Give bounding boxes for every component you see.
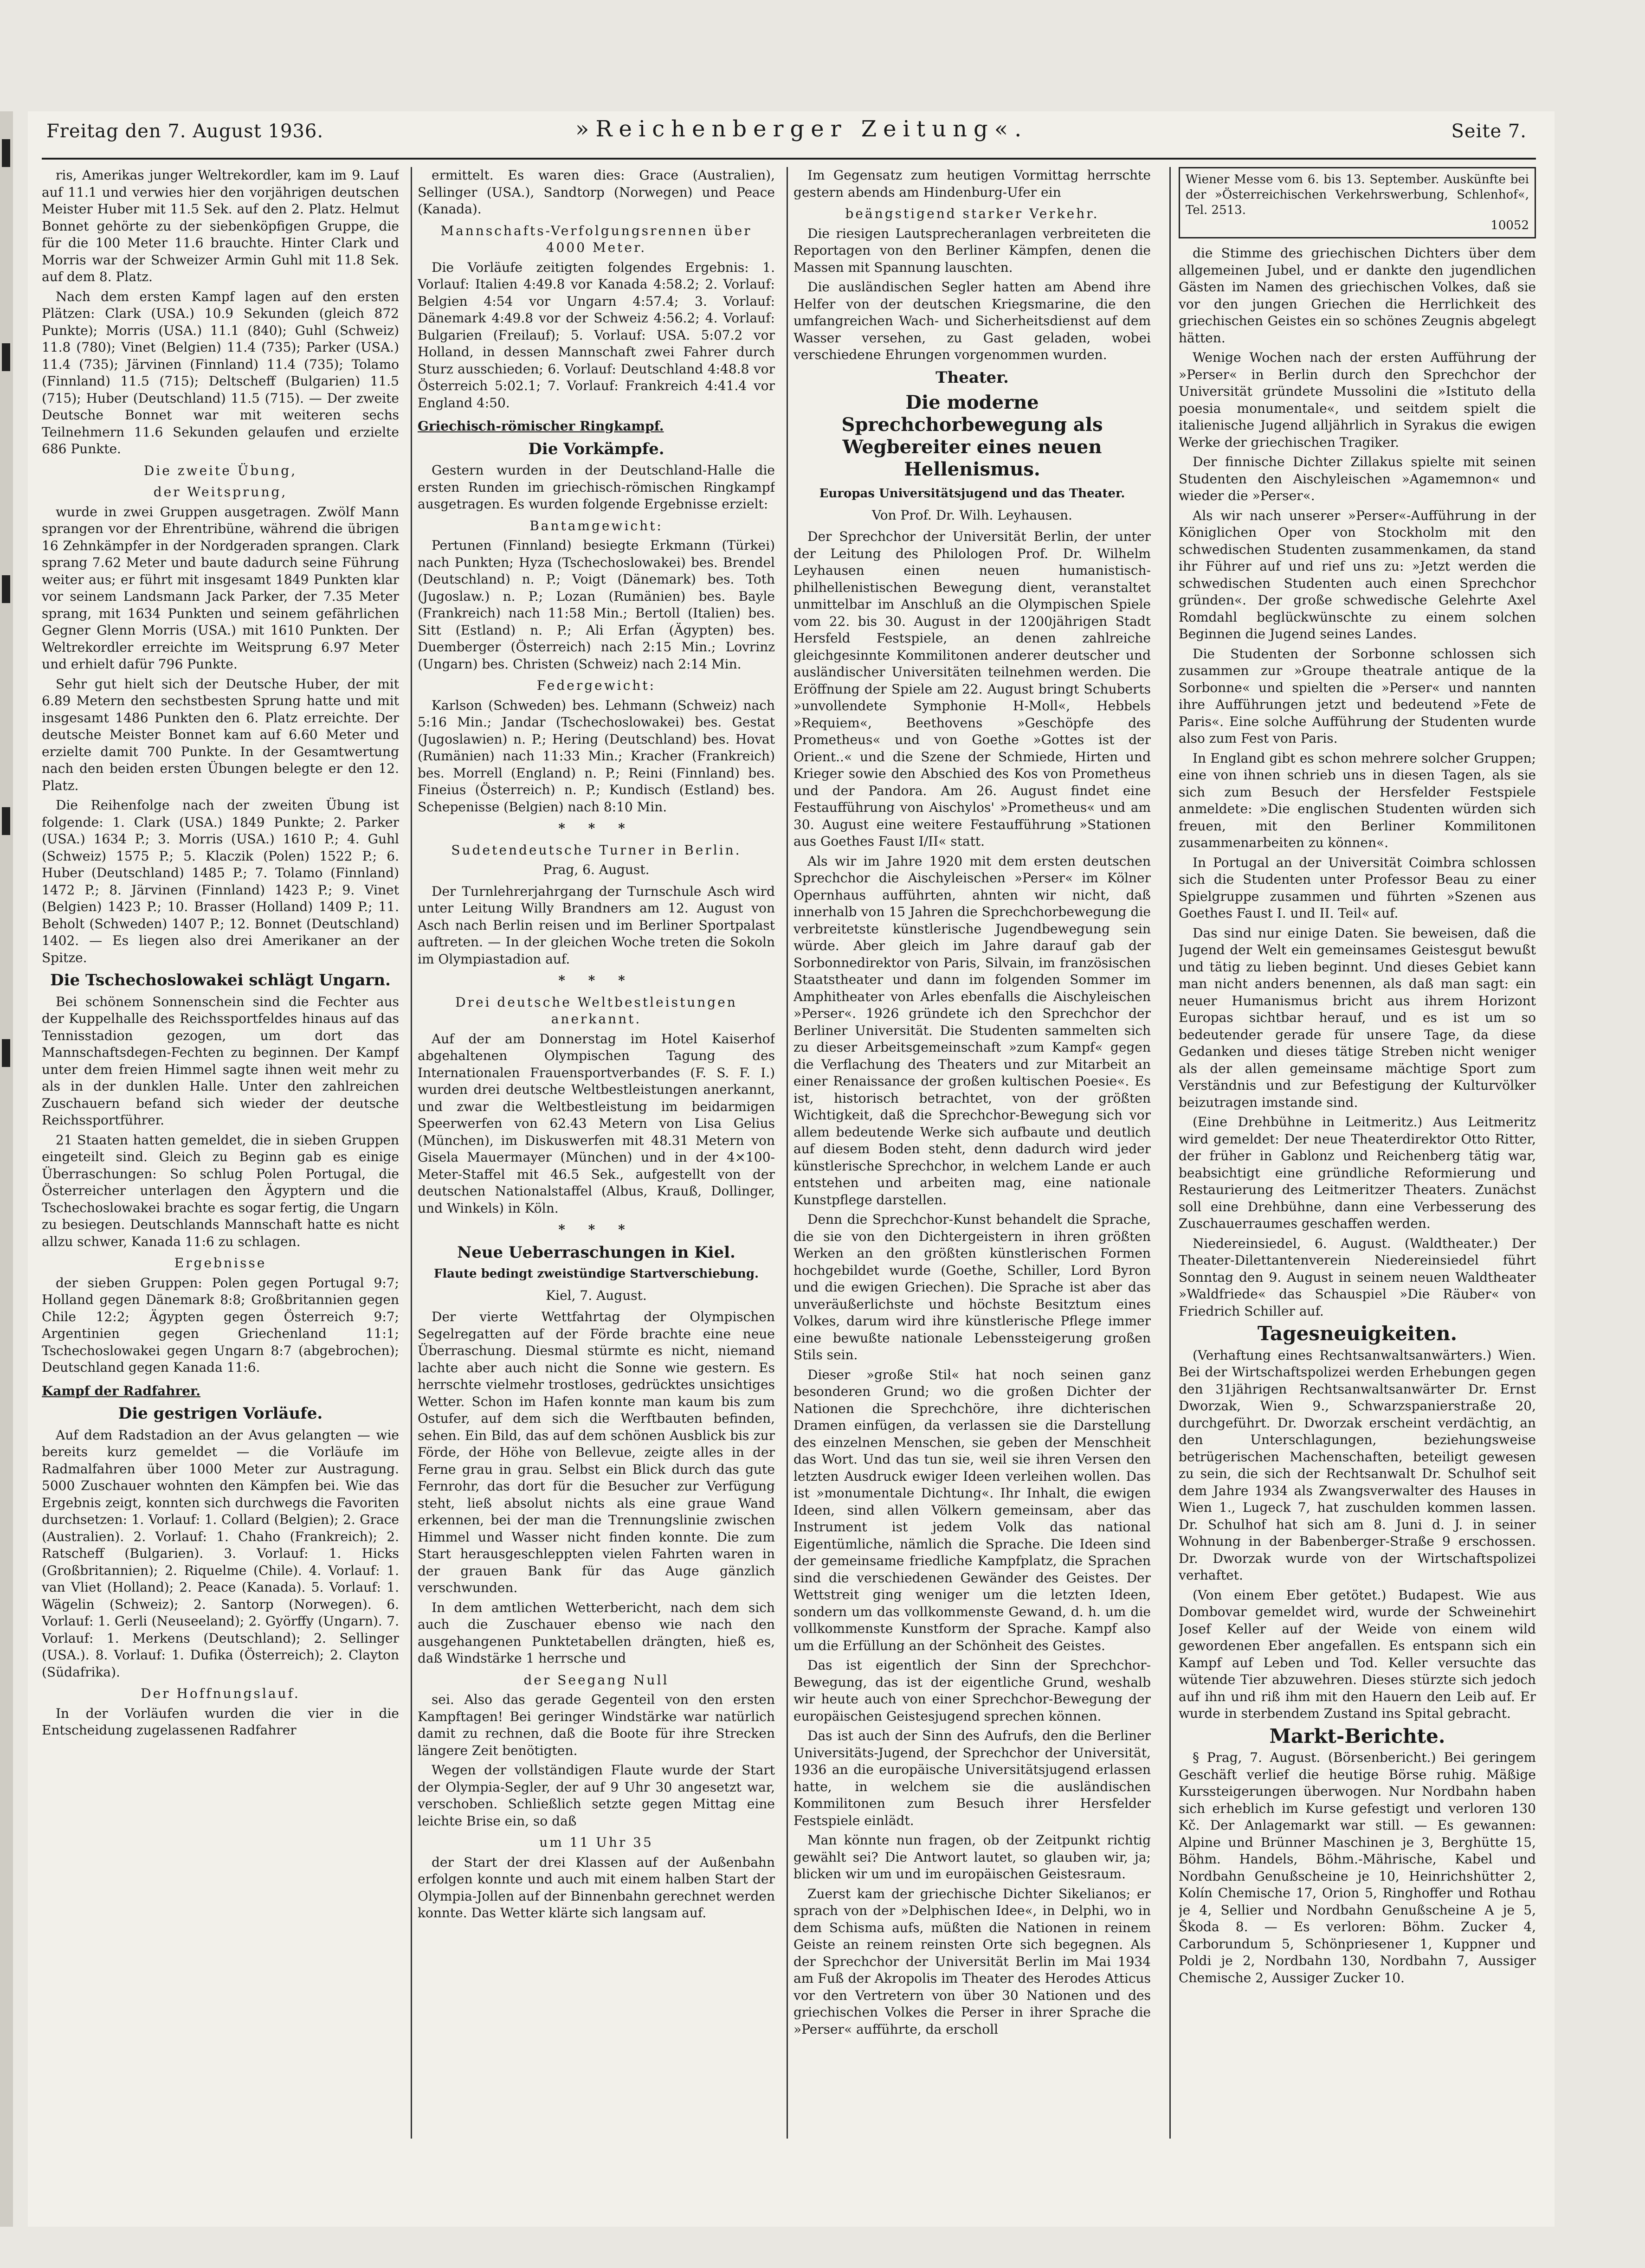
paragraph: (Von einem Eber getötet.) Budapest. Wie aus Dombovar gemeldet wird, wurde der Schweinehirt Josef Keller auf der Weide von einem wild gewordenen Eber angefallen. Es entspann sich ein Kampf auf Leben und Tod. Keller versuchte das wütende Tier abzuwehren. Dieses stürzte sich jedoch auf ihn und riß ihm mit den Hauern den Leib auf. Er wurde in sterbendem Zustand ins Spital gebracht. [1179, 1587, 1536, 1721]
separator-stars: * * * [558, 1222, 634, 1237]
paragraph: Die riesigen Lautsprecheranlagen verbreiteten die Reportagen von den Berliner Kämpfen, denen die Massen mit Spannung lauschten. [793, 225, 1151, 275]
paragraph: Man könnte nun fragen, ob der Zeitpunkt richtig gewählt sei? Die Antwort lautet, so glauben wir, ja; blicken wir um und im europäischen Geistesraum. [793, 1832, 1151, 1882]
column-3 [793, 167, 1151, 2139]
paragraph: Das sind nur einige Daten. Sie beweisen, daß die Jugend der Welt ein gemeinsames Geistesgut bewußt und tätig zu lieben beginnt. Und dieses Gebiet kann man nicht anders benennen, als daß man sagt: ein neuer Humanismus bricht aus ihrem Horizont Europas sichtbar herauf, und es ist um so bedeutender gerade für unsere Tage, da diese Gedanken und dieses tätige Streben nicht weniger als der allen gemeinsame mächtige Sport zum Verständnis und zur Befestigung der Kulturvölker beizutragen imstande sind. [1179, 925, 1536, 1110]
paragraph: wurde in zwei Gruppen ausgetragen. Zwölf Mann sprangen vor der Ehrentribüne, während die übrigen 16 Zehnkämpfer in der Nordgeraden sprangen. Clark sprang 7.62 Meter und baute dadurch seine Führung weiter aus; er führt mit insgesamt 1849 Punkten klar vor seinem Landsmann Jack Parker, der 7.35 Meter sprang, mit 1634 Punkten und seinem gefährlichen Gegner Glenn Morris (USA.) mit 1610 Punkten. Der Weltrekordler erreichte im Weitsprung 6.97 Meter und erhielt dafür 796 Punkte. [42, 504, 399, 672]
paragraph: In dem amtlichen Wetterbericht, nach dem sich auch die Zuschauer ebenso wie nach den ausgehangenen Punktetabellen drängten, hieß es, daß Windstärke 1 herrsche und [418, 1600, 775, 1666]
headline: Die Vorkämpfe. [528, 439, 664, 458]
paragraph: ris, Amerikas junger Weltrekordler, kam im 9. Lauf auf 11.1 und verwies hier den vorjährigen deutschen Meister Huber mit 11.5 Sek. auf den 2. Platz. Helmut Bonnet gehörte zu der siebenköpfigen Gruppe, die für die 100 Meter 11.6 brauchte. Hinter Clark und Morris war der Schweizer Armin Guhl mit 11.8 Sek. auf dem 8. Platz. [42, 167, 399, 284]
subheading: um 11 Uhr 35 [539, 1835, 653, 1850]
binding-edge [0, 111, 13, 2227]
paragraph: Das ist auch der Sinn des Aufrufs, den die Berliner Universitäts-Jugend, der Sprechchor der Universität, 1936 an die europäische Universitätsjugend erlassen hatte, in welchem sie die ausländischen Kommilitonen zum Besuch ihrer Hersfelder Festspiele einlädt. [793, 1728, 1151, 1828]
section-label: Kampf der Radfahrer. [42, 1383, 201, 1399]
column-4 [1179, 167, 1536, 2139]
separator-stars: * * * [558, 973, 634, 988]
subheading: Sudetendeutsche Turner in Berlin. [451, 842, 742, 858]
headline: Die Tschechoslowakei schlägt Ungarn. [50, 971, 391, 989]
paragraph: Niedereinsiedel, 6. August. (Waldtheater.) Der Theater-Dilettantenverein Niedereinsiedel führt Sonntag den 9. August in seinem neuen Waldtheater »Waldfriede« das Schauspiel »Die Räuber« von Friedrich Schiller auf. [1179, 1235, 1536, 1319]
paragraph: Auf der am Donnerstag im Hotel Kaiserhof abgehaltenen Olympischen Tagung des Internationalen Frauensportverbandes (F. S. F. I.) wurden drei deutsche Weltbestleistungen anerkannt, und zwar die Weltbestleistung im beidarmigen Speerwerfen von 62.43 Metern von Lisa Gelius (München), im Diskuswerfen mit 48.31 Metern von Gisela Mauermayer (München) und in der 4×100-Meter-Staffel mit 46.5 Sek., aufgestellt von der deutschen Nationalstaffel (Albus, Krauß, Dollinger, und Winkels) in Köln. [418, 1031, 775, 1216]
paragraph: (Eine Drehbühne in Leitmeritz.) Aus Leitmeritz wird gemeldet: Der neue Theaterdirektor Otto Ritter, der früher in Gablonz und Reichenberg tätig war, beabsichtigt eine gründliche Reformierung und Restaurierung des Leitmeritzer Theaters. Zunächst soll eine Drehbühne, dann eine Verbesserung des Zuschauerraumes geschaffen werden. [1179, 1114, 1536, 1231]
paragraph: § Prag, 7. August. (Börsenbericht.) Bei geringem Geschäft verlief die heutige Börse ruhig. Mäßige Kurssteigerungen überwogen. Nur Nordbahn haben sich erheblich im Kurse gefestigt und verloren 130 Kč. Der Anlagemarkt war still. — Es gewannen: Alpine und Brünner Maschinen je 3, Berghütte 15, Böhm. Handels, Böhm.-Mährische, Kabel und Nordbahn Genußscheine je 10, Heinrichshütter 2, Kolín Chemische 17, Orion 5, Ringhoffer und Rothau je 4, Sellier und Nordbahn Genußscheine A je 5, Škoda 8. — Es verloren: Böhm. Zucker 4, Carborundum 5, Schönpriesener 1, Kuppner und Poldi je 2, Nordbahn 130, Nordbahn 7, Aussiger Chemische 2, Aussiger Zucker 10. [1179, 1750, 1536, 1985]
binding-mark [2, 343, 10, 371]
header-paper-title: »Reichenberger Zeitung«. [575, 116, 1028, 142]
paragraph: Die Reihenfolge nach der zweiten Übung ist folgende: 1. Clark (USA.) 1849 Punkte; 2. Parker (USA.) 1634 P.; 3. Morris (USA.) 1610 P.; 4. Guhl (Schweiz) 1575 P.; 5. Klaczik (Polen) 1522 P.; 6. Huber (Deutschland) 1485 P.; 7. Tolamo (Finnland) 1472 P.; 8. Järvinen (Finnland) 1423 P.; 9. Vinet (Belgien) 1423 P.; 10. Brasser (Holland) 1409 P.; 11. Beholt (Schweden) 1407 P.; 12. Bonnet (Deutschland) 1402. — Es liegen also drei Amerikaner an der Spitze. [42, 797, 399, 965]
paragraph: (Verhaftung eines Rechtsanwaltsanwärters.) Wien. Bei der Wirtschaftspolizei werden Erhebungen gegen den 31jährigen Rechtsanwaltsanwärter Dr. Ernst Dworzak, Wien 9., Schwarzspanierstraße 20, durchgeführt. Dr. Dworzak erscheint verdächtig, an den Unterschlagungen, beziehungsweise betrügerischen Machenschaften, beteiligt gewesen zu sein, die sich der Rechtsanwalt Dr. Schulhof seit dem Jahre 1934 als Zwangsverwalter des Hauses in Wien 1., Lugeck 7, hat zuschulden kommen lassen. Dr. Schulhof hat sich am 8. Juni d. J. in seiner Wohnung in der Babenberger-Straße 9 erschossen. Dr. Dworzak wurde von der Wirtschaftspolizei verhaftet. [1179, 1347, 1536, 1583]
subheading: Der Hoffnungslauf. [141, 1686, 300, 1701]
paragraph: der Start der drei Klassen auf der Außenbahn erfolgen konnte und auch mit einem halben Start der Olympia-Jollen auf der Binnenbahn gerechnet werden konnte. Das Wetter klärte sich langsam auf. [418, 1854, 775, 1921]
paragraph: 21 Staaten hatten gemeldet, die in sieben Gruppen eingeteilt sind. Gleich zu Beginn gab es einige Überraschungen: So schlug Polen Portugal, die Österreicher unterlagen den Ägyptern und die Tschechoslowakei brachte es sogar fertig, die Ungarn zu besiegen. Deutschlands Mannschaft hatte es nicht allzu schwer, Kanada 11:6 zu schlagen. [42, 1132, 399, 1249]
paragraph: Denn die Sprechchor-Kunst behandelt die Sprache, die sie von den Dichtergeistern in ihren größten Werken an den größten künstlerischen Formen hochgebildet wurde (Goethe, Schiller, Lord Byron und die ewigen Griechen). Die Sprache ist aber das unveräußerlichste und höchste Besitztum eines Volkes, darum wird ihre künstlerische Pflege immer eine bewußte nationale Lebenssteigerung großen Stils sein. [793, 1212, 1151, 1362]
paragraph: die Stimme des griechischen Dichters über dem allgemeinen Jubel, und er dankte den jugendlichen Gästen im Namen des griechischen Volkes, daß sie vor den jungen Griechen die Herrlichkeit des griechischen Geistes ein so schönes Zeugnis abgelegt hätten. [1179, 245, 1536, 346]
subheading: Mannschafts-Verfolgungsrennen über 4000 Meter. [440, 223, 752, 255]
subheading: Drei deutsche Weltbestleistungen anerkannt. [455, 994, 737, 1027]
subheading: Die zweite Übung, [143, 463, 297, 478]
paragraph: Als wir im Jahre 1920 mit dem ersten deutschen Sprechchor die Aischyleischen »Perser« im Kölner Opernhaus aufführten, ahnten wir nicht, daß innerhalb von 15 Jahren die Sprechchorbewegung die verbreitetste künstlerische Jugendbewegung sein würde. Aber gleich im Jahre darauf gab der Sorbonnedirektor von Paris, Silvain, im französischen Staatstheater und dann im folgenden Sommer im Amphitheater von Arles ebenfalls die Aischyleischen »Perser«. 1926 gründete ich den Sprechchor der Berliner Universität. Die Studenten sammelten sich zu dieser Arbeitsgemeinschaft »zum Kampf« gegen die Verflachung des Theaters und zur Mitarbeit an einer Renaissance der großen kultischen Poesie«. Es ist, historisch betrachtet, von der größten Wichtigkeit, daß die Sprechchor-Bewegung sich vor allem bedeutende Werke sich aufbaute und deutlich auf diesem Boden steht, denn dadurch wird jeder künstlerische Sprechchor, in welchem Lande er auch entstehen und arbeiten mag, eine nationale Kunstpflege darstellen. [793, 853, 1151, 1208]
paragraph: ermittelt. Es waren dies: Grace (Australien), Sellinger (USA.), Sandtorp (Norwegen) und Peace (Kanada). [418, 167, 775, 217]
paragraph: In der Vorläufen wurden die vier in die Entscheidung zugelassenen Radfahrer [42, 1705, 399, 1738]
paragraph: Der Turnlehrerjahrgang der Turnschule Asch wird unter Leitung Willy Brandners am 12. August von Asch nach Berlin reisen und im Berliner Sportpalast auftreten. — In der gleichen Woche treten die Sokoln im Olympiastadion auf. [418, 883, 775, 967]
paragraph: Als wir nach unserer »Perser«-Aufführung in der Königlichen Oper von Stockholm mit den schwedischen Studenten zusammenkamen, da stand ihr Führer auf und rief uns zu: »Jetzt werden die schwedischen Studenten auch einen Sprechchor gründen«. Der große schwedische Gelehrte Axel Romdahl beglückwünschte zu einem solchen Beginnen die Jugend seines Landes. [1179, 508, 1536, 642]
column-divider [1169, 167, 1171, 2139]
paragraph: Im Gegensatz zum heutigen Vormittag herrschte gestern abends am Hindenburg-Ufer ein [793, 167, 1151, 200]
paragraph: Die Vorläufe zeitigten folgendes Ergebnis: 1. Vorlauf: Italien 4:49.8 vor Kanada 4:58.2; 2. Vorlauf: Belgien 4:54 vor Ungarn 4:57.4; 3. Vorlauf: Dänemark 4:49.8 vor der Schweiz 4:56.2; 4. Vorlauf: Bulgarien (Freilauf); 5. Vorlauf: USA. 5:07.2 vor Holland, in dessen Mannschaft zwei Fahrer durch Sturz ausschieden; 6. Vorlauf: Deutschland 4:48.8 vor Österreich 5:02.1; 7. Vorlauf: Frankreich 4:41.4 vor England 4:50. [418, 259, 775, 411]
paragraph: Das ist eigentlich der Sinn der Sprechchor-Bewegung, das ist der eigentliche Grund, weshalb wir heute auch von einer Sprechchor-Bewegung der europäischen Geistesjugend sprechen können. [793, 1658, 1151, 1724]
paragraph: Die ausländischen Segler hatten am Abend ihre Helfer von der deutschen Kriegsmarine, die den umfangreichen Wach- und Sicherheitsdienst auf dem Wasser versehen, zu Gast geladen, wobei verschiedene Ehrungen vorgenommen wurden. [793, 279, 1151, 362]
subheadline: Flaute bedingt zweistündige Startverschiebung. [433, 1267, 759, 1281]
binding-mark [2, 807, 10, 835]
subheading: beängstigend starker Verkehr. [845, 206, 1099, 221]
paragraph: Wegen der vollständigen Flaute wurde der Start der Olympia-Segler, der auf 9 Uhr 30 angesetzt war, verschoben. Schließlich setzte gegen Mittag eine leichte Brise ein, so daß [418, 1762, 775, 1829]
page-header [28, 116, 1541, 153]
paragraph: Gestern wurden in der Deutschland-Halle die ersten Runden im griechisch-römischen Ringkampf ausgetragen. Es wurden folgende Ergebnisse erzielt: [418, 463, 775, 512]
subheading: der Seegang Null [523, 1672, 669, 1688]
paragraph: Pertunen (Finnland) besiegte Erkmann (Türkei) nach Punkten; Hyza (Tschechoslowakei) bes. Brendel (Deutschland) n. P.; Voigt (Dänemark) bes. Toth (Jugoslaw.) n. P.; Lozan (Rumänien) bes. Bayle (Frankreich) nach 11:58 Min.; Bertoll (Italien) bes. Sitt (Estland) n. P.; Ali Erfan (Ägypten) bes. Duemberger (Österreich) nach 2:15 Min.; Lovrinz (Ungarn) bes. Christen (Schweiz) nach 2:14 Min. [418, 538, 775, 672]
header-rule [42, 158, 1536, 160]
section-heading: Tagesneuigkeiten. [1257, 1322, 1458, 1345]
dateline: Kiel, 7. August. [546, 1287, 647, 1303]
advertisement-text: Wiener Messe vom 6. bis 13. September. Auskünfte bei der »Österreichischen Verkehrswerbung, Schlenhof«, Tel. 2513. [1186, 173, 1529, 217]
paragraph: Dieser »große Stil« hat noch seinen ganz besonderen Grund; wo die großen Dichter der Nationen die Sprechchöre, ihre dichterischen Dramen einfügen, da verlassen sie die Darstellung des einzelnen Menschen, sie geben der Menschheit das Wort. Und das tun sie, weil sie ihren Versen den letzten Ausdruck ewiger Ideen verleihen wollen. Das ist »monumentale Dichtung«. Ihr Inhalt, die ewigen Ideen, sind allen Völkern gemeinsam, aber das Instrument ist jedem Volk das national Eigentümliche, nämlich die Sprache. Die Ideen sind der gemeinsame friedliche Kampfplatz, die Sprachen sind die verschiedenen Gewänder des Geistes. Der Wettstreit ging weniger um die letzten Ideen, sondern um das vollkommenste Gewand, d. h. um die vollkommenste Kunstform der Sprache. Kampf also um die Erfüllung an der Schönheit des Geistes. [793, 1367, 1151, 1653]
header-date: Freitag den 7. August 1936. [46, 121, 324, 142]
header-page-number: Seite 7. [1451, 121, 1527, 142]
paragraph: Zuerst kam der griechische Dichter Sikelianos; er sprach von der »Delphischen Idee«, in Delphi, wo in dem Schisma aufs, müßten die Nationen in reinem Geiste an reinem reinsten Orte sich begegnen. Als der Sprechchor der Universität Berlin im Mai 1934 am Fuß der Akropolis im Theater des Herodes Atticus vor den Vertretern von über 30 Nationen und des griechischen Volkes die Perser in ihrer Sprache die »Perser« aufführte, da erscholl [793, 1886, 1151, 2037]
paragraph: Der finnische Dichter Zillakus spielte mit seinen Studenten den Aischyleischen »Agamemnon« und wieder die »Perser«. [1179, 454, 1536, 503]
paragraph: Sehr gut hielt sich der Deutsche Huber, der mit 6.89 Metern den sechstbesten Sprung hatte und mit insgesamt 1486 Punkten den 6. Platz erreichte. Der deutsche Meister Bonnet kam auf 6.60 Meter und erzielte damit 700 Punkte. In der Gesamtwertung nach den beiden ersten Übungen belegte er den 12. Platz. [42, 676, 399, 793]
subheading: der Weitsprung, [153, 484, 288, 500]
paragraph: Bei schönem Sonnenschein sind die Fechter aus der Kuppelhalle des Reichssportfeldes hinaus auf das Tennisstadion gezogen, um dort das Mannschaftsdegen-Fechten zu beginnen. Der Kampf unter dem freien Himmel sagte ihnen weit mehr zu als in der dunklen Halle. Unter den zahlreichen Zuschauern befand sich wieder der deutsche Reichssportführer. [42, 994, 399, 1128]
paragraph: sei. Also das gerade Gegenteil von den ersten Kampftagen! Bei geringer Windstärke war natürlich damit zu rechnen, daß die Boote für ihre Strecken längere Zeit benötigten. [418, 1692, 775, 1758]
section-label: Griechisch-römischer Ringkampf. [418, 418, 664, 434]
separator-stars: * * * [558, 821, 634, 836]
paragraph: Nach dem ersten Kampf lagen auf den ersten Plätzen: Clark (USA.) 10.9 Sekunden (gleich 872 Punkte); Morris (USA.) 11.1 (840); Guhl (Schweiz) 11.8 (780); Vinet (Belgien) 11.4 (735); Parker (USA.) 11.4 (735); Järvinen (Finnland) 11.4 (735); Tolamo (Finnland) 11.5 (715); Deltscheff (Bulgarien) 11.5 (715); Huber (Deutschland) 11.5 (715). — Der zweite Deutsche Bonnet war mit weiteren sechs Teilnehmern 11.6 Sekunden gelaufen und erzielte 686 Punkte. [42, 289, 399, 456]
binding-mark [2, 1039, 10, 1067]
headline: Die moderne Sprechchorbewegung als Wegbereiter eines neuen Hellenismus. [841, 392, 1103, 480]
headline: Neue Ueberraschungen in Kiel. [457, 1243, 735, 1262]
column-divider [411, 167, 412, 2139]
section-heading: Theater. [935, 368, 1009, 387]
paragraph: In England gibt es schon mehrere solcher Gruppen; eine von ihnen schrieb uns in diesen Tagen, als sie sich zum Besuch der Hersfelder Festspiele anmeldete: »Die englischen Studenten würden sich freuen, mit den Berliner Kommilitonen zusammenarbeiten zu können«. [1179, 750, 1536, 850]
binding-mark [2, 575, 10, 603]
column-1 [42, 167, 399, 2139]
paragraph: In Portugal an der Universität Coimbra schlossen sich die Studenten unter Professor Beau zu einer Spielgruppe zusammen und führten »Szenen aus Goethes Faust I. und II. Teil« auf. [1179, 855, 1536, 921]
headline: Die gestrigen Vorläufe. [118, 1404, 323, 1423]
subheading: Ergebnisse [174, 1255, 267, 1271]
paragraph: Der vierte Wettfahrtag der Olympischen Segelregatten auf der Förde brachte eine neue Überraschung. Diesmal stürmte es nicht, niemand lachte aber auch nicht die Sonne wie gestern. Es herrschte vielmehr trostloses, gedrücktes unsichtiges Wetter. Schon im Hafen konnte man kaum bis zum Ostufer, auf dem sich die Werftbauten befinden, sehen. Ein Bild, das auf dem schönen Ausblick bis zur Förde, der Höhe von Bellevue, zeigte alles in der Ferne grau in grau. Selbst ein Blick durch das gute Fernrohr, das dort für die Besucher zur Verfügung steht, ließ absolut nichts als eine graue Wand erkennen, bei der man die Trennungslinie zwischen Himmel und Wasser nicht finden konnte. Die zum Start herausgeschleppten vielen Fahrten waren in der grauen Bank für das Auge gänzlich verschwunden. [418, 1309, 775, 1595]
advertisement-number: 10052 [1490, 218, 1529, 232]
subheading: Federgewicht: [536, 678, 656, 693]
subheading: Bantamgewicht: [529, 518, 663, 533]
paragraph: Wenige Wochen nach der ersten Aufführung der »Perser« in Berlin durch den Sprechchor der Universität gründete Mussolini die »Istituto della poesia monumentale«, und seitdem spielt die italienische Jugend alljährlich in Syrakus die ewigen Werke der griechischen Tragiker. [1179, 350, 1536, 450]
column-2 [418, 167, 775, 2139]
section-heading: Markt-Berichte. [1269, 1724, 1445, 1748]
byline: Von Prof. Dr. Wilh. Leyhausen. [872, 507, 1072, 523]
paragraph: Karlson (Schweden) bes. Lehmann (Schweiz) nach 5:16 Min.; Jandar (Tschechoslowakei) bes. Gestat (Jugoslawien) n. P.; Hering (Deutschland) bes. Hovat (Rumänien) nach 11:33 Min.; Kracher (Frankreich) bes. Morrell (England) n. P.; Reini (Finnland) bes. Fineius (Österreich) n. P.; Kundisch (Estland) bes. Schepenisse (Belgien) nach 8:10 Min. [418, 697, 775, 815]
paragraph: der sieben Gruppen: Polen gegen Portugal 9:7; Holland gegen Dänemark 8:8; Großbritannien gegen Chile 12:2; Ägypten gegen Österreich 9:7; Argentinien gegen Griechenland 11:1; Tschechoslowakei gegen Ungarn 8:7 (abgebrochen); Deutschland gegen Kanada 11:6. [42, 1275, 399, 1375]
paragraph: Der Sprechchor der Universität Berlin, der unter der Leitung des Philologen Prof. Dr. Wilhelm Leyhausen einen neuen humanistisch-philhellenistischen Bewegung dient, veranstaltet unmittelbar im Anschluß an die Olympischen Spiele vom 22. bis 30. August in der 1200jährigen Stadt Hersfeld Festspiele, an denen zahlreiche gleichgesinnte Kommilitonen anderer deutscher und ausländischer Universitäten teilnehmen werden. Die Eröffnung der Spiele am 22. August bringt Schuberts »unvollendete Symphonie H-Moll«, Hebbels »Requiem«, Beethovens »Geschöpfe des Prometheus« und von Goethe »Gottes ist der Orient..« und die Szene der Schmiede, Hirten und Krieger sowie den Abschied des Kos von Prometheus und der Pandora. Am 26. August findet eine Festaufführung von Aischylos' »Prometheus« und am 30. August eine weitere Festaufführung »Stationen aus Goethes Faust I/II« statt. [793, 529, 1151, 849]
dateline: Prag, 6. August. [543, 862, 650, 877]
paragraph: Die Studenten der Sorbonne schlossen sich zusammen zur »Groupe theatrale antique de la Sorbonne« und spielten die »Perser« und nannten ihre Aufführungen jetzt und bedeutend »Fete de Paris«. Eine solche Aufführung der Studenten wurde also zum Fest von Paris. [1179, 646, 1536, 746]
binding-mark [2, 139, 10, 167]
column-divider [787, 167, 788, 2139]
subheadline: Europas Universitätsjugend und das Theater. [819, 487, 1125, 501]
advertisement-box [1179, 167, 1536, 238]
paragraph: Auf dem Radstadion an der Avus gelangten — wie bereits kurz gemeldet — die Vorläufe im Radmalfahren über 1000 Meter zur Austragung. 5000 Zuschauer wohnten den Kämpfen bei. Wie das Ergebnis zeigt, konnten sich durchwegs die Favoriten durchsetzen: 1. Vorlauf: 1. Collard (Belgien); 2. Grace (Australien). 2. Vorlauf: 1. Chaho (Frankreich); 2. Ratscheff (Bulgarien). 3. Vorlauf: 1. Hicks (Großbritannien); 2. Riquelme (Chile). 4. Vorlauf: 1. van Vliet (Holland); 2. Peace (Kanada). 5. Vorlauf: 1. Wägelin (Schweiz); 2. Santorp (Norwegen). 6. Vorlauf: 1. Gerli (Neuseeland); 2. Györffy (Ungarn). 7. Vorlauf: 1. Merkens (Deutschland); 2. Sellinger (USA.). 8. Vorlauf: 1. Dufika (Österreich); 2. Clayton (Südafrika). [42, 1427, 399, 1680]
